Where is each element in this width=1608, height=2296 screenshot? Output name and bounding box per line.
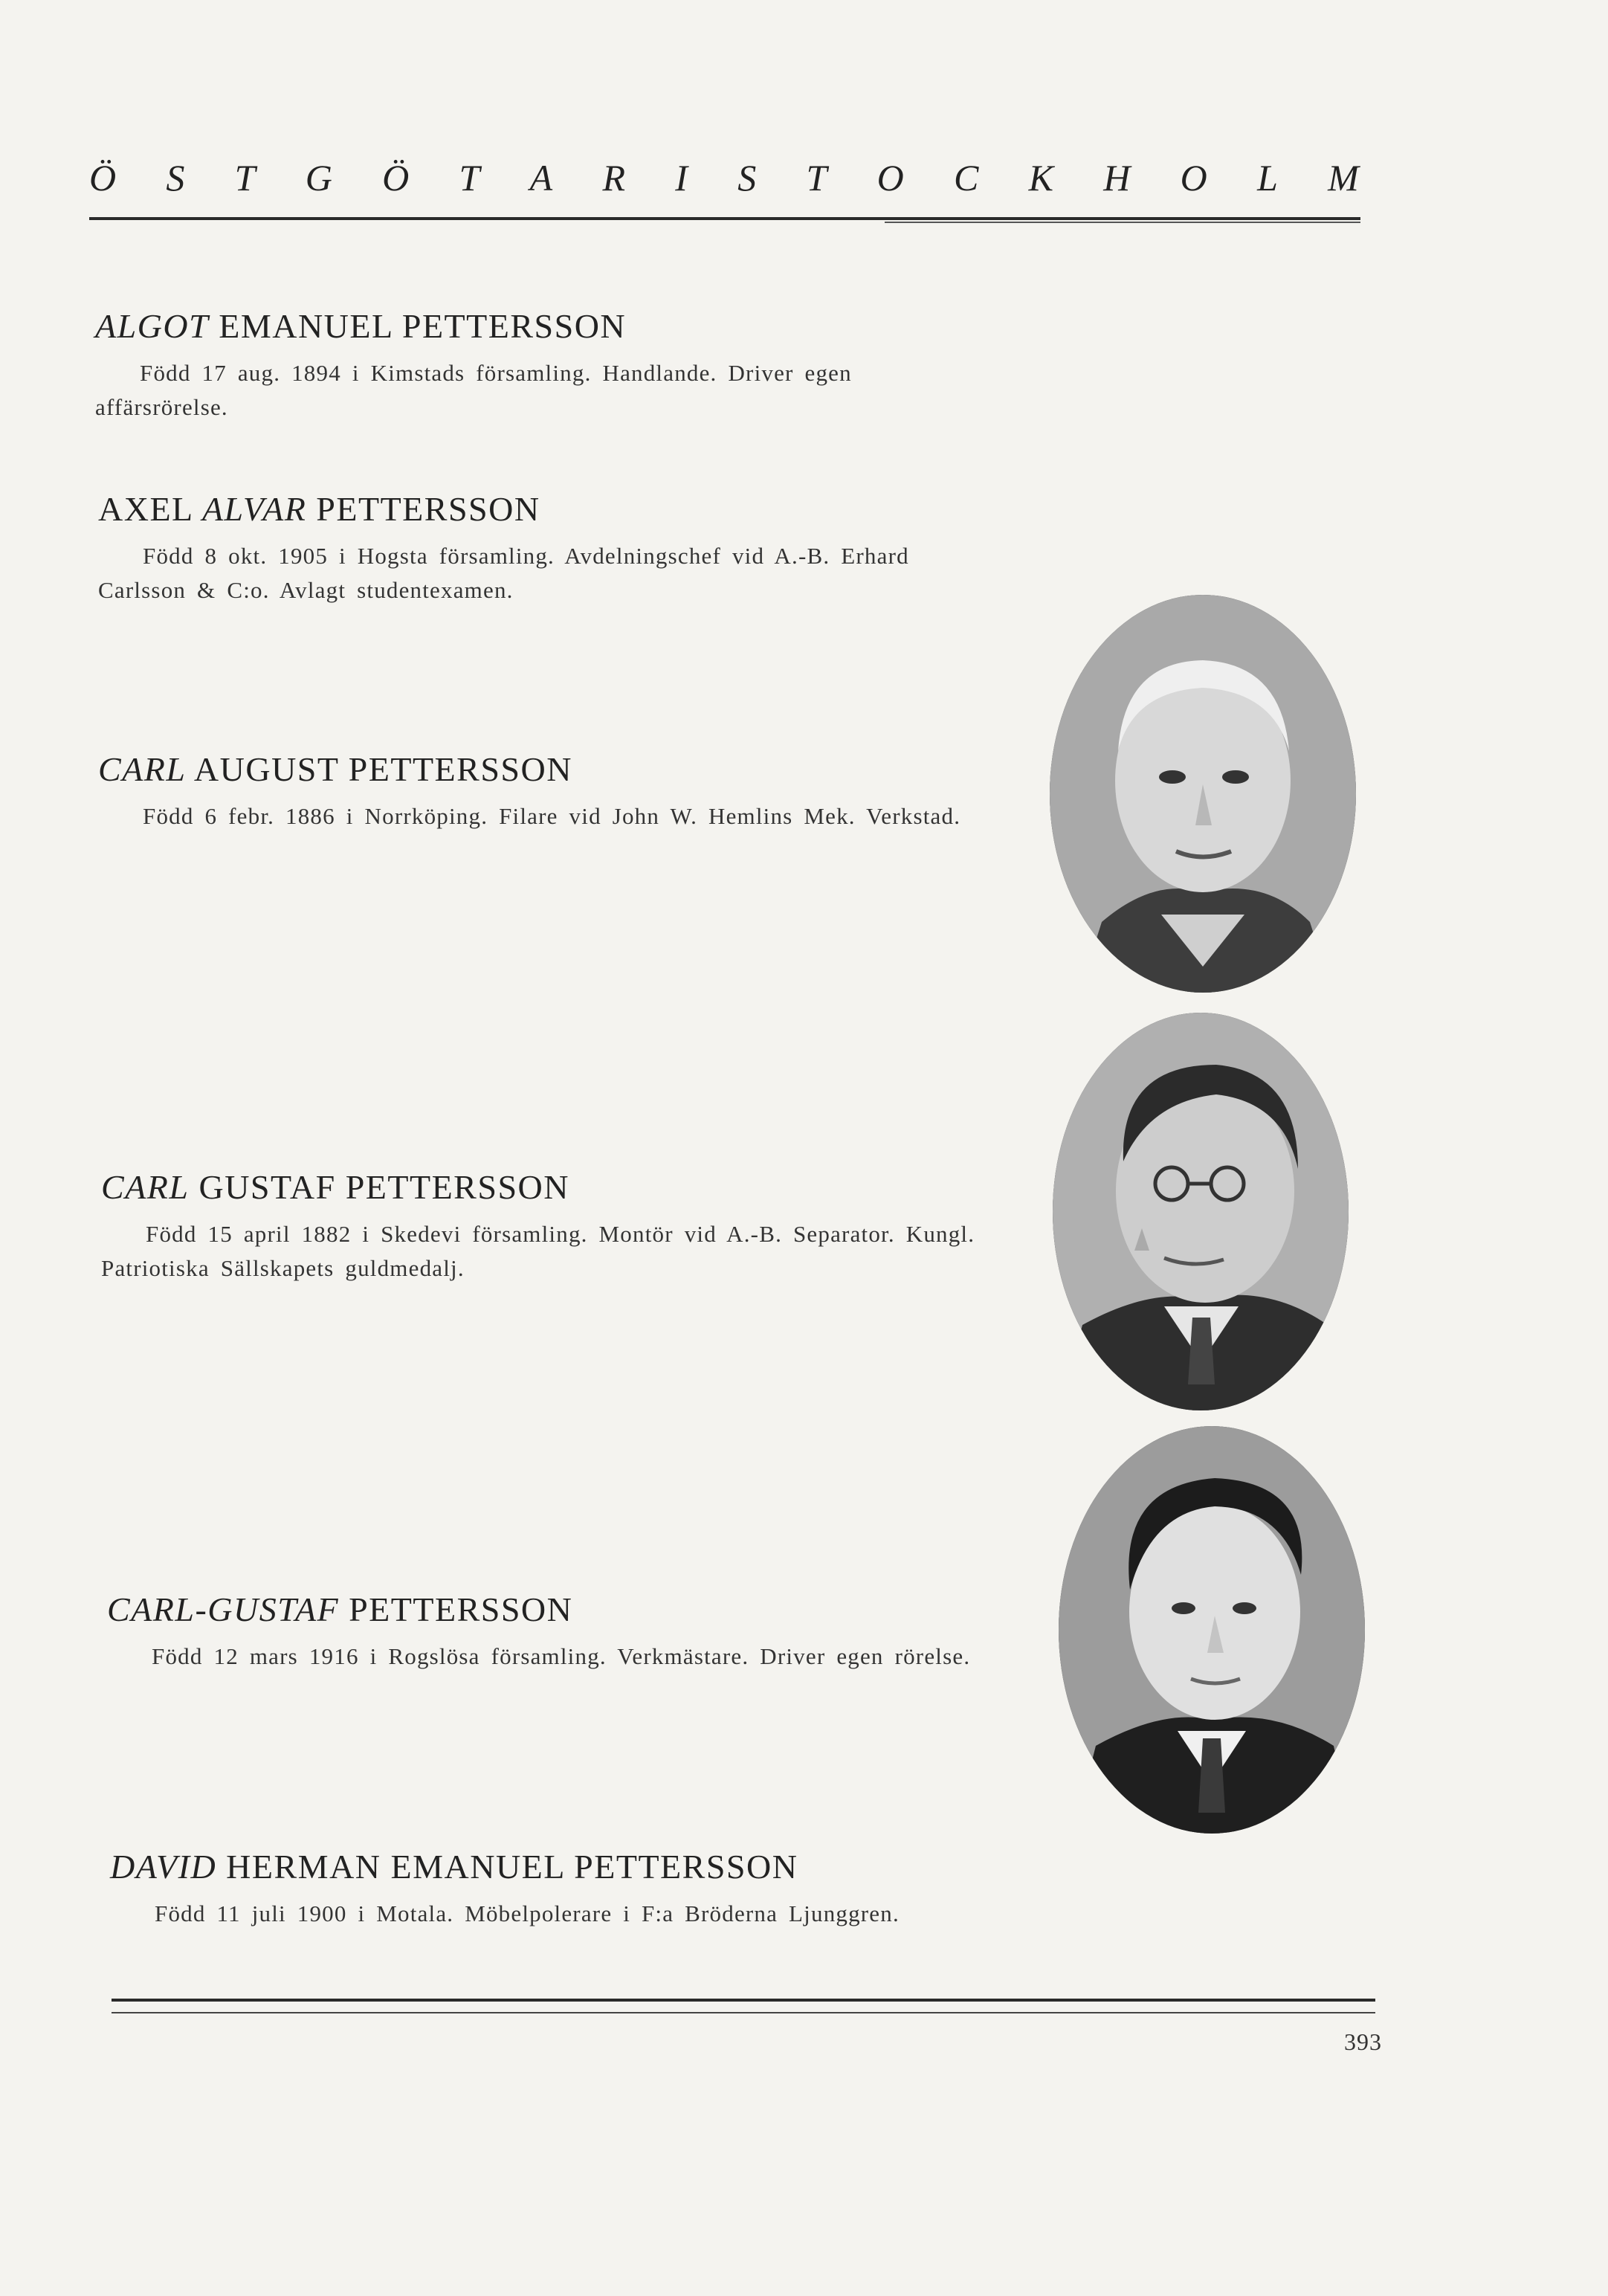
running-header [89, 156, 1360, 199]
header-letter: S [166, 157, 187, 199]
entry-name-rest: EMANUEL PETTERSSON [209, 307, 627, 345]
portrait-carl-gustaf [1053, 1013, 1349, 1410]
entry-david-pettersson [110, 1847, 1002, 1931]
entry-name [107, 1590, 999, 1629]
header-rule [89, 217, 1360, 220]
header-rule-secondary [885, 222, 1360, 223]
header-letter: M [1328, 157, 1360, 199]
header-letter: A [529, 157, 555, 199]
entry-bio: Född 15 april 1882 i Skedevi församling. Montör vid A.-B. Separator. Kungl. Patriotiska Sällskapets guldmedalj. [101, 1221, 975, 1281]
footer-rule [112, 1999, 1375, 2002]
entry-name-pre: AXEL [98, 490, 202, 528]
entry-name [98, 749, 990, 789]
footer-rule-secondary [112, 2012, 1375, 2013]
header-letter: G [305, 157, 334, 199]
portrait-carl-august-image [1050, 595, 1356, 993]
entry-axel-alvar-pettersson [98, 489, 990, 607]
header-letter: T [459, 157, 482, 199]
entry-carl-gustaf-pettersson-1916 [107, 1590, 999, 1674]
header-letter: S [737, 157, 758, 199]
entry-name-italic: ALGOT [95, 307, 210, 345]
portrait-carl-gustaf-image [1053, 1013, 1349, 1410]
header-letter: O [1180, 157, 1209, 199]
entry-name-rest: GUSTAF PETTERSSON [189, 1168, 569, 1206]
entry-name-rest: PETTERSSON [306, 490, 540, 528]
header-letter: T [234, 157, 257, 199]
header-letter: I [675, 157, 689, 199]
entry-name-italic: CARL [98, 750, 187, 788]
entry-name [110, 1847, 1002, 1886]
entry-bio: Född 17 aug. 1894 i Kimstads församling. Handlande. Driver egen affärsrörelse. [95, 360, 852, 420]
entry-name-italic: DAVID [110, 1848, 217, 1886]
entry-name-rest: AUGUST PETTERSSON [186, 750, 572, 788]
entry-name-italic: ALVAR [201, 490, 307, 528]
entry-name-italic: CARL-GUSTAF [107, 1590, 340, 1628]
page-number: 393 [1344, 2028, 1382, 2055]
header-letter: Ö [89, 157, 118, 199]
header-letter: K [1028, 157, 1055, 199]
entry-carl-gustaf-pettersson [101, 1167, 993, 1286]
header-letter: H [1103, 157, 1132, 199]
entry-bio: Född 8 okt. 1905 i Hogsta församling. Avdelningschef vid A.-B. Erhard Carlsson & C:o. Avlagt studentexamen. [98, 543, 909, 603]
portrait-carl-gustaf-1916-image [1059, 1426, 1365, 1834]
entry-name [101, 1167, 993, 1207]
header-letter: Ö [382, 157, 411, 199]
header-letter: T [806, 157, 829, 199]
header-letter: L [1257, 157, 1279, 199]
entry-bio: Född 11 juli 1900 i Motala. Möbelpolerare i F:a Bröderna Ljunggren. [155, 1900, 900, 1926]
portrait-carl-august [1050, 595, 1356, 993]
entry-name [95, 306, 987, 346]
entry-name-italic: CARL [101, 1168, 190, 1206]
portrait-carl-gustaf-1916 [1059, 1426, 1365, 1834]
entry-carl-august-pettersson [98, 749, 990, 833]
header-letter: O [876, 157, 905, 199]
entry-bio: Född 12 mars 1916 i Rogslösa församling. Verkmästare. Driver egen rörelse. [152, 1643, 971, 1669]
entry-algot-pettersson [95, 306, 987, 425]
entry-name-rest: PETTERSSON [339, 1590, 573, 1628]
header-letter: C [954, 157, 981, 199]
entry-name-rest: HERMAN EMANUEL PETTERSSON [216, 1848, 798, 1886]
entry-name [98, 489, 990, 529]
header-letter: R [602, 157, 627, 199]
entry-bio: Född 6 febr. 1886 i Norrköping. Filare vid John W. Hemlins Mek. Verkstad. [143, 803, 961, 829]
